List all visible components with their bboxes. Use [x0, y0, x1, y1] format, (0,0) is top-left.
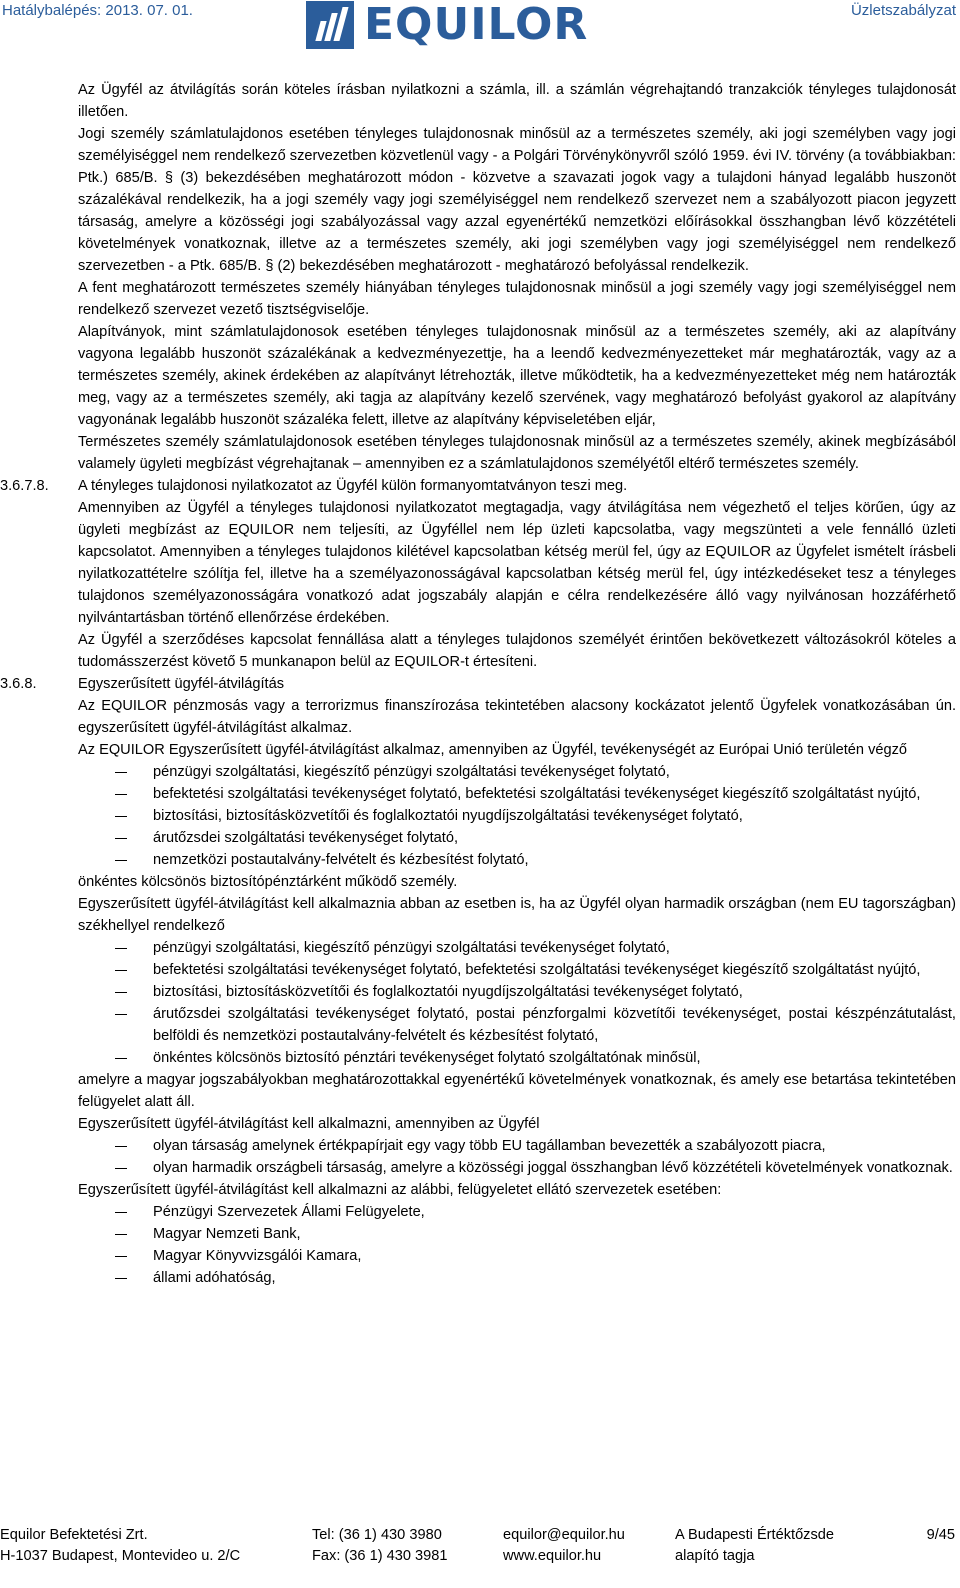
paragraph: Egyszerűsített ügyfél-átvilágítást kell alkalmazni, amennyiben az Ügyfél [78, 1116, 540, 1132]
paragraph: A fent meghatározott természetes személy hiányában tényleges tulajdonosnak minősül a jogi személy vagy jogi személyiséggel nem rendelkező szervezet vezető tisztségviselője. [78, 280, 956, 318]
document-body [0, 79, 960, 1289]
list-item: árutőzsdei szolgáltatási tevékenységet folytató, postai pénzforgalmi közvetítői tevékenységet, postai készpénzátutalást, belföldi és nemzetközi postautalvány-felvételt és kézbesítést folytató, [153, 1003, 956, 1047]
footer-address: H-1037 Budapest, Montevideo u. 2/C [0, 1548, 241, 1564]
paragraph: Egyszerűsített ügyfél-átvilágítást kell alkalmaznia abban az esetben is, ha az Ügyfél olyan harmadik országban (nem EU tagországban) székhellyel rendelkező [78, 896, 956, 934]
footer-contact-block [503, 1525, 625, 1567]
footer-company-block [0, 1525, 240, 1567]
document-title: Üzletszabályzat [850, 2, 956, 19]
list-supervisory-bodies [0, 1201, 960, 1289]
list-listed-companies [0, 1135, 960, 1179]
effective-date: Hatálybalépés: 2013. 07. 01. [2, 2, 193, 19]
list-item: pénzügyi szolgáltatási, kiegészítő pénzügyi szolgáltatási tevékenységet folytató, [153, 937, 956, 959]
list-eu-entities [0, 761, 960, 871]
list-item: biztosítási, biztosításközvetítői és foglalkoztatói nyugdíjszolgáltatási tevékenységet folytató, [153, 981, 956, 1003]
paragraph: Az Ügyfél az átvilágítás során köteles írásban nyilatkozni a számla, ill. a számlán végrehajtandó tranzakciók tényleges tulajdonosát illetően. [78, 82, 956, 120]
list-item: önkéntes kölcsönös biztosító pénztári tevékenységet folytató szolgáltatónak minősül, [153, 1047, 956, 1069]
section-368 [0, 673, 956, 695]
page-number: 9/45 [926, 1527, 955, 1543]
paragraph: Az EQUILOR Egyszerűsített ügyfél-átvilágítást alkalmaz, amennyiben az Ügyfél, tevékenységét az Európai Unió területén végző [78, 742, 908, 758]
list-item: állami adóhatóság, [153, 1267, 956, 1289]
paragraph: Az EQUILOR pénzmosás vagy a terrorizmus finanszírozása tekintetében alacsony kockázatot jelentő Ügyfelek vonatkozásában ún. egyszerűsített ügyfél-átvilágítást alkalmaz. [78, 698, 956, 736]
footer-website-link[interactable]: www.equilor.hu [503, 1548, 602, 1564]
list-item: olyan harmadik országbeli társaság, amelyre a közösségi joggal összhangban lévő közzétételi követelmények vonatkoznak. [153, 1157, 956, 1179]
page-header [0, 0, 960, 52]
section-number: 3.6.7.8. [0, 478, 49, 494]
list-item: befektetési szolgáltatási tevékenységet folytató, befektetési szolgáltatási tevékenységet kiegészítő szolgáltatást nyújtó, [153, 959, 956, 981]
footer-company: Equilor Befektetési Zrt. [0, 1527, 148, 1543]
paragraph: önkéntes kölcsönös biztosítópénztárként működő személy. [78, 874, 458, 890]
list-item: olyan társaság amelynek értékpapírjait egy vagy több EU tagállamban bevezették a szabályozott piacra, [153, 1135, 956, 1157]
list-item: befektetési szolgáltatási tevékenységet folytató, befektetési szolgáltatási tevékenységet kiegészítő szolgáltatást nyújtó, [153, 783, 956, 805]
list-item: pénzügyi szolgáltatási, kiegészítő pénzügyi szolgáltatási tevékenységet folytató, [153, 761, 956, 783]
logo-mark-icon [306, 1, 354, 49]
paragraph: Egyszerűsített ügyfél-átvilágítást kell alkalmazni az alábbi, felügyeletet ellátó szervezetek esetében: [78, 1182, 722, 1198]
footer-bse-line1: A Budapesti Értéktőzsde [675, 1527, 835, 1543]
section-number: 3.6.8. [0, 676, 37, 692]
logo-text: EQUILOR [364, 0, 589, 50]
list-item: biztosítási, biztosításközvetítői és foglalkoztatói nyugdíjszolgáltatási tevékenységet folytató, [153, 805, 956, 827]
list-item: nemzetközi postautalvány-felvételt és kézbesítést folytató, [153, 849, 956, 871]
footer-phone-block [312, 1525, 447, 1567]
section-text: A tényleges tulajdonosi nyilatkozatot az Ügyfél külön formanyomtatványon teszi meg. [78, 478, 628, 494]
list-item: Pénzügyi Szervezetek Állami Felügyelete, [153, 1201, 956, 1223]
equilor-logo [306, 0, 588, 50]
paragraph: Jogi személy számlatulajdonos esetében tényleges tulajdonosnak minősül az a természetes személy, aki jogi személyben vagy jogi személyiséggel nem rendelkező szervezetben közvetlenül vagy - a Polgári Törvénykönyvről szóló 1959. évi IV. törvény (a továbbiakban: Ptk.) 685/B. § (3) bekezdésében meghatározott módon - közvetve a szavazati jogok vagy a tulajdoni hányad legalább huszonöt százalékával rendelkezik, ha a jogi személy vagy jogi személyiséggel nem rendelkező szervezet nem a szabályozott piacon jegyzett társaság, amelyre a közösségi jogi szabályozással vagy azzal egyenértékű nemzetközi előírásokkal összhangban lévő közzétételi követelmények vonatkoznak, illetve az a természetes személy, aki jogi személyben vagy jogi személyiséggel nem rendelkező szervezetben - a Ptk. 685/B. § (2) bekezdésében meghatározott - meghatározó befolyással rendelkezik. [78, 126, 956, 274]
list-third-country-entities [0, 937, 960, 1069]
footer-bse-block [675, 1525, 834, 1567]
list-item: Magyar Nemzeti Bank, [153, 1223, 956, 1245]
paragraph: Az Ügyfél a szerződéses kapcsolat fennállása alatt a tényleges tulajdonos személyét érintően bekövetkezett változásokról köteles a tudomásszerzést követő 5 munkanapon belül az EQUILOR-t értesíteni. [78, 632, 956, 670]
section-3678 [0, 475, 956, 497]
footer-tel: Tel: (36 1) 430 3980 [312, 1527, 442, 1543]
footer-fax: Fax: (36 1) 430 3981 [312, 1548, 448, 1564]
paragraph: Amennyiben az Ügyfél a tényleges tulajdonosi nyilatkozatot megtagadja, vagy átvilágítása nem végezhető el teljes körűen, úgy az ügyleti megbízást az EQUILOR nem teljesíti, az Ügyféllel nem lép üzleti kapcsolatba, vagy megszünteti a vele fennálló üzleti kapcsolatot. Amennyiben a tényleges tulajdonos kilétével kapcsolatban kétség merül fel, úgy az EQUILOR az Ügyfelet ismételt írásbeli nyilatkozattételre szólítja fel, illetve ha a személyazonosságával kapcsolatban kétség merül fel, úgy intézkedéseket tesz a tényleges tulajdonos személyazonosságára vonatkozó adat jogszabály alapján e célra rendelkezésére álló vagy nyilvánosan hozzáférhető nyilvántartásban történő ellenőrzése érdekében. [78, 500, 956, 626]
paragraph: Természetes személy számlatulajdonosok esetében tényleges tulajdonosnak minősül az a természetes személy, akinek megbízásából valamely ügyleti megbízást végrehajtanak – amennyiben ez a számlatulajdonos személyétől eltérő természetes személy. [78, 434, 956, 472]
footer-bse-line2: alapító tagja [675, 1548, 755, 1564]
footer-email-link[interactable]: equilor@equilor.hu [503, 1527, 625, 1543]
list-item: Magyar Könyvvizsgálói Kamara, [153, 1245, 956, 1267]
section-title: Egyszerűsített ügyfél-átvilágítás [78, 676, 285, 692]
paragraph: Alapítványok, mint számlatulajdonosok esetében tényleges tulajdonosnak minősül az a természetes személy, aki az alapítvány vagyona legalább huszonöt százalékának a kedvezményezettje, ha a leendő kedvezményezetteket már meghatározták, vagy az a természetes személy, akinek érdekében az alapítványt létrehozták, illetve működtetik, ha a kedvezményezetteket még nem határozták meg, vagy az a természetes személy, aki tagja az alapítvány kezelő szervének, vagy meghatározó befolyást gyakorol az alapítvány vagyonának legalább huszonöt százaléka felett, illetve az alapítvány képviseletében eljár, [78, 324, 956, 428]
list-item: árutőzsdei szolgáltatási tevékenységet folytató, [153, 827, 956, 849]
paragraph: amelyre a magyar jogszabályokban meghatározottakkal egyenértékű követelmények vonatkoznak, és amely ese betartása tekintetében felügyelet alatt áll. [78, 1072, 956, 1110]
